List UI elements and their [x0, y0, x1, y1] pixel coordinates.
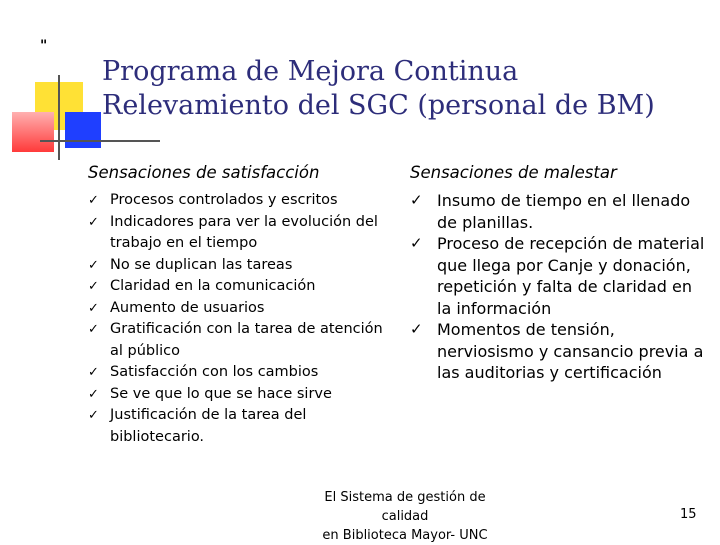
check-icon: ✓ [88, 214, 99, 230]
check-icon: ✓ [88, 257, 99, 273]
list-item-text: Gratificación con la tarea de atención al público [110, 321, 383, 359]
list-item-text: Satisfacción con los cambios [110, 364, 319, 380]
decor-horizontal-line [40, 140, 160, 142]
check-icon: ✓ [410, 320, 423, 338]
list-item [410, 233, 710, 319]
list-item [88, 405, 388, 448]
decor-blue-block [65, 112, 101, 148]
list-item-text: Justificación de la tarea del bibliotecario. [110, 407, 307, 445]
list-item-text: No se duplican las tareas [110, 256, 293, 273]
discomfort-heading: Sensaciones de malestar [410, 163, 617, 182]
check-icon: ✓ [410, 234, 423, 252]
list-item [410, 190, 710, 233]
decor-red-block [12, 112, 54, 152]
satisfaction-heading: Sensaciones de satisfacción [88, 163, 320, 182]
check-icon: ✓ [88, 300, 99, 316]
footer-text [300, 488, 510, 545]
list-item-text: Momentos de tensión, nerviosismo y cansancio previa a las auditorias y certificación [437, 320, 704, 382]
list-item-text: Aumento de usuarios [110, 299, 265, 316]
list-item [88, 384, 388, 406]
check-icon: ✓ [88, 322, 99, 337]
title-line-2: Relevamiento del SGC (personal de BM) [102, 90, 655, 121]
list-item [88, 276, 388, 298]
footer-line-2: en Biblioteca Mayor- UNC [322, 528, 488, 543]
check-icon: ✓ [88, 408, 99, 423]
check-icon: ✓ [88, 365, 99, 380]
page-number: 15 [680, 507, 697, 522]
list-item [410, 319, 710, 384]
list-item-text: Insumo de tiempo en el llenado de planillas. [437, 191, 691, 232]
list-item-text: Proceso de recepción de material que llega por Canje y donación, repetición y falta de claridad en la información [437, 234, 705, 318]
list-item [88, 298, 388, 320]
list-item-text: Se ve que lo que se hace sirve [110, 385, 332, 402]
check-icon: ✓ [88, 193, 99, 208]
quote-mark: " [40, 38, 48, 54]
slide-title [102, 55, 702, 123]
list-item [88, 319, 388, 362]
satisfaction-list [88, 190, 388, 448]
list-item-text: Claridad en la comunicación [110, 278, 316, 294]
list-item [88, 362, 388, 384]
list-item-text: Procesos controlados y escritos [110, 192, 338, 208]
list-item-text: Indicadores para ver la evolución del trabajo en el tiempo [110, 213, 378, 251]
check-icon: ✓ [88, 279, 99, 294]
decor-vertical-line [58, 75, 60, 160]
title-line-1: Programa de Mejora Continua [102, 56, 519, 87]
check-icon: ✓ [88, 386, 99, 402]
list-item [88, 212, 388, 255]
list-item [88, 255, 388, 277]
check-icon: ✓ [410, 191, 423, 209]
footer-line-1: El Sistema de gestión de calidad [324, 490, 486, 524]
discomfort-list [410, 190, 710, 384]
list-item [88, 190, 388, 212]
